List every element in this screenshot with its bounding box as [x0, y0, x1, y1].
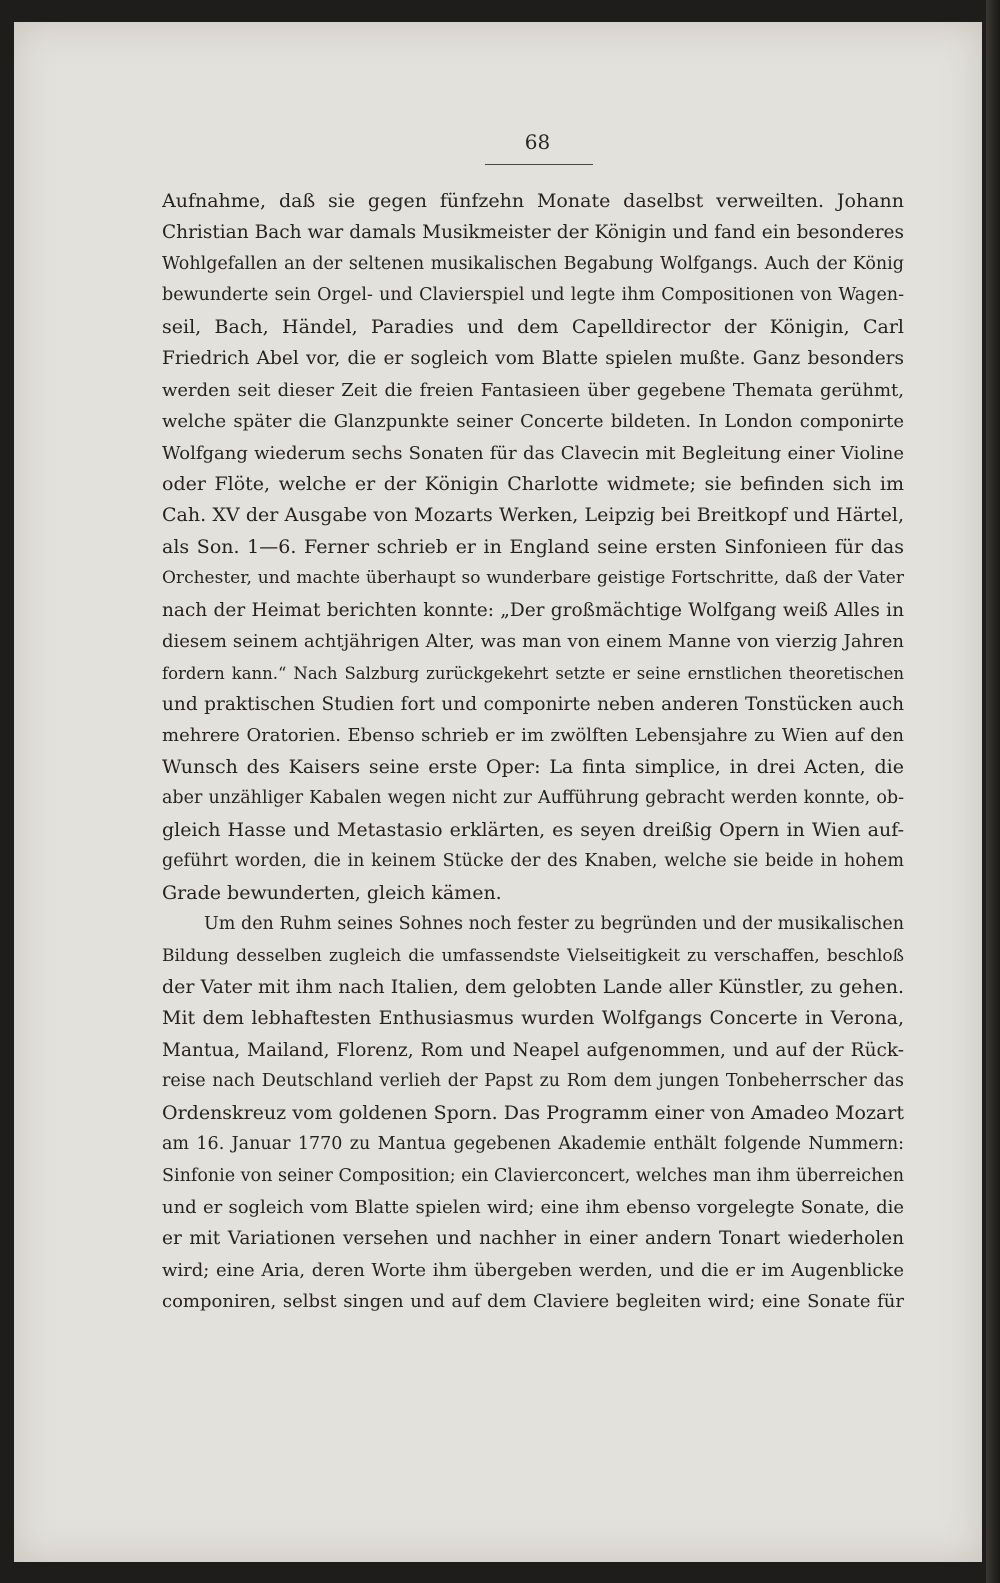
page-edge	[986, 0, 1000, 1583]
text-line: der Vater mit ihm nach Italien, dem gelobten Lande aller Künstler, zu gehen.	[162, 975, 904, 998]
text-line: Mantua, Mailand, Florenz, Rom und Neapel aufgenommen, und auf der Rück-	[162, 1039, 904, 1061]
text-line: Grade bewunderten, gleich kämen.	[162, 881, 502, 904]
text-line: er mit Variationen versehen und nachher in einer andern Tonart wiederholen	[162, 1228, 904, 1250]
text-line: werden seit dieser Zeit die freien Fantasieen über gegebene Themata gerühmt,	[162, 379, 904, 401]
page-number: 68	[524, 130, 551, 154]
text-line: Aufnahme, daß sie gegen fünfzehn Monate daselbst verweilten. Johann	[162, 190, 904, 212]
text-line: diesem seinem achtjährigen Alter, was man von einem Manne von vierzig Jahren	[162, 631, 904, 653]
text-line: nach der Heimat berichten konnte: „Der großmächtige Wolfgang weiß Alles in	[162, 599, 904, 621]
text-line: als Son. 1—6. Ferner schrieb er in England seine ersten Sinfonieen für das	[162, 535, 904, 558]
text-line: Wohlgefallen an der seltenen musikalischen Begabung Wolfgangs. Auch der König	[162, 253, 904, 274]
text-line: Orchester, und machte überhaupt so wunderbare geistige Fortschritte, daß der Vater	[162, 568, 904, 589]
text-line: mehrere Oratorien. Ebenso schrieb er im zwölften Lebensjahre zu Wien auf den	[162, 725, 904, 747]
text-line: gleich Hasse und Metastasio erklärten, es seyen dreißig Opern in Wien auf-	[162, 818, 904, 841]
text-line: seil, Bach, Händel, Paradies und dem Capelldirector der Königin, Carl	[162, 315, 904, 338]
text-line: Friedrich Abel vor, die er sogleich vom Blatte spielen mußte. Ganz besonders	[162, 348, 904, 370]
text-line: oder Flöte, welche er der Königin Charlotte widmete; sie befinden sich im	[162, 472, 904, 495]
text-line: und praktischen Studien fort und componirte neben anderen Tonstücken auch	[162, 694, 904, 715]
text-line: Cah. XV der Ausgabe von Mozarts Werken, Leipzig bei Breitkopf und Härtel,	[162, 504, 904, 527]
text-line: geführt worden, die in keinem Stücke der des Knaben, welche sie beide in hohem	[162, 851, 904, 872]
text-line: componiren, selbst singen und auf dem Claviere begleiten wird; eine Sonate für	[162, 1291, 904, 1313]
text-line: bewunderte sein Orgel- und Clavierspiel und legte ihm Compositionen von Wagen-	[162, 285, 904, 306]
text-line: welche später die Glanzpunkte seiner Concerte bildeten. In London componirte	[162, 411, 904, 433]
text-line: Sinfonie von seiner Composition; ein Clavierconcert, welches man ihm überreichen	[162, 1165, 904, 1186]
body-text	[162, 186, 904, 1318]
text-line: aber unzähliger Kabalen wegen nicht zur Aufführung gebracht werden konnte, ob-	[162, 788, 904, 809]
text-line: Christian Bach war damals Musikmeister der Königin und fand ein besonderes	[162, 222, 904, 244]
text-line: fordern kann.“ Nach Salzburg zurückgekehrt setzte er seine ernstlichen theoretischen	[162, 663, 904, 683]
text-line: reise nach Deutschland verlieh der Papst zu Rom dem jungen Tonbeherrscher das	[162, 1071, 904, 1092]
text-line: Mit dem lebhaftesten Enthusiasmus wurden Wolfgangs Concerte in Verona,	[162, 1007, 904, 1030]
text-line: wird; eine Aria, deren Worte ihm übergeben werden, und die er im Augenblicke	[162, 1259, 904, 1281]
text-line: Bildung desselben zugleich die umfassendste Vielseitigkeit zu verschaffen, beschloß	[162, 945, 904, 966]
text-line: und er sogleich vom Blatte spielen wird; eine ihm ebenso vorgelegte Sonate, die	[162, 1197, 904, 1218]
text-line: Um den Ruhm seines Sohnes noch fester zu begründen und der musikalischen	[204, 914, 904, 935]
text-line: Wunsch des Kaisers seine erste Oper: La finta simplice, in drei Acten, die	[162, 755, 904, 778]
text-line: Wolfgang wiederum sechs Sonaten für das Clavecin mit Begleitung einer Violine	[162, 442, 904, 464]
text-line: am 16. Januar 1770 zu Mantua gegebenen Akademie enthält folgende Nummern:	[162, 1134, 904, 1155]
text-line: Ordenskreuz vom goldenen Sporn. Das Programm einer von Amadeo Mozart	[162, 1101, 904, 1124]
header-rule	[485, 164, 593, 165]
